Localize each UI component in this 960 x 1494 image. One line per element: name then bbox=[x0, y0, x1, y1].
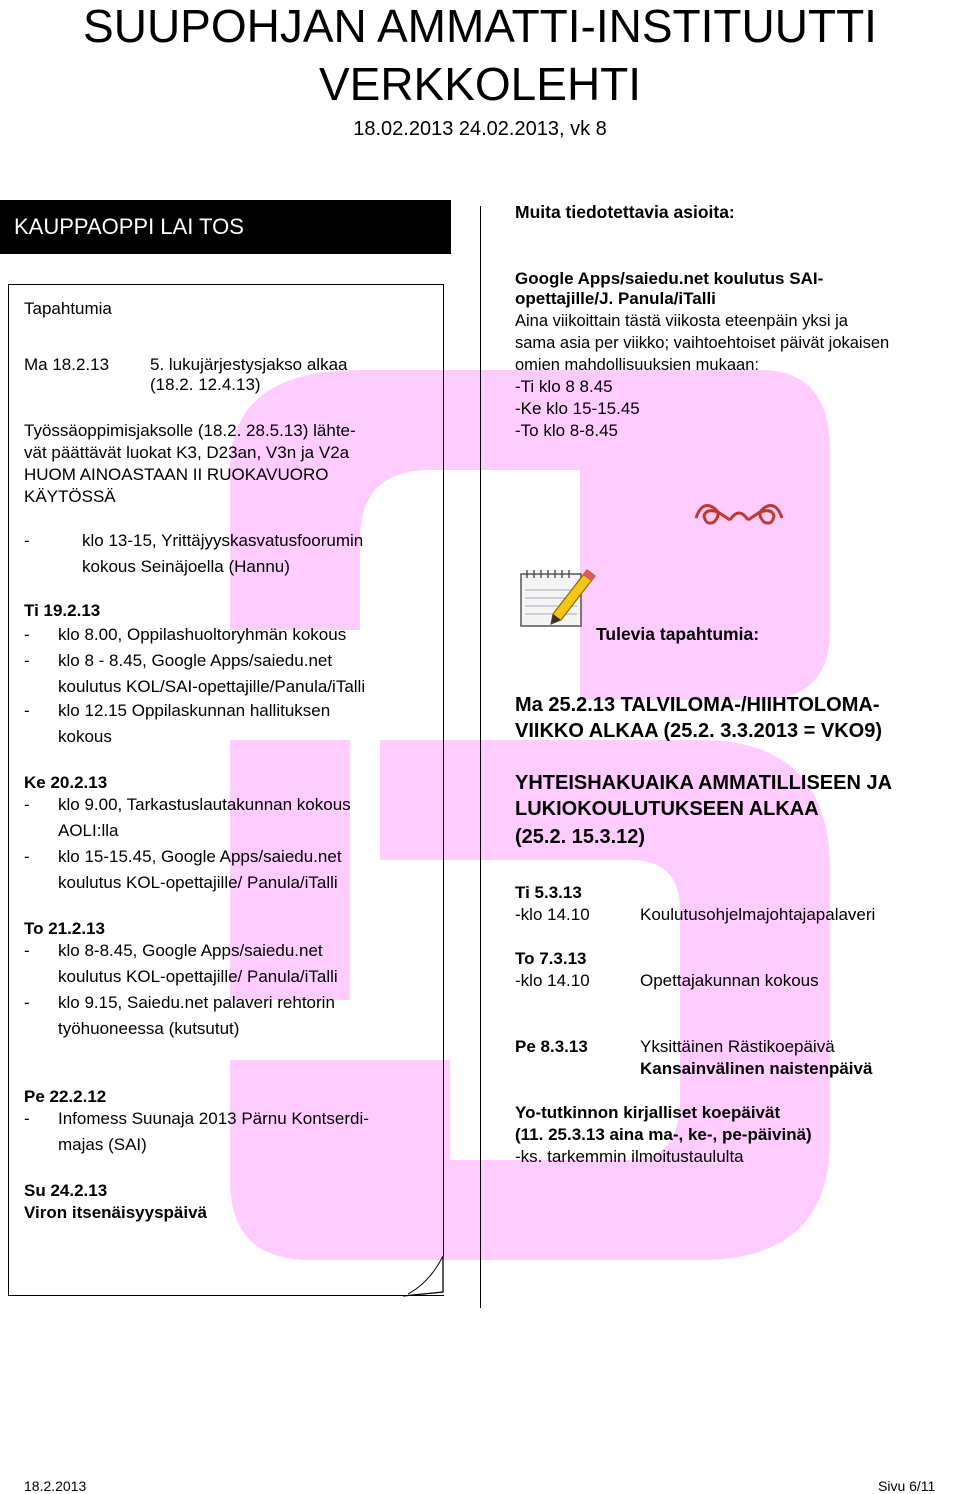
footer-date: 18.2.2013 bbox=[24, 1478, 87, 1494]
talviloma-line2: VIIKKO ALKAA (25.2. 3.3.2013 = VKO9) bbox=[515, 720, 882, 742]
to-date-label: To 21.2.13 bbox=[24, 919, 105, 938]
ti-5-3-label: Ti 5.3.13 bbox=[515, 883, 582, 902]
aina-line1: Aina viikoittain tästä viikosta eteenpäin yksi ja bbox=[515, 312, 848, 330]
muita-heading: Muita tiedotettavia asioita: bbox=[515, 202, 735, 222]
tyossaoppiminen-line1: Työssäoppimisjaksolle (18.2. 28.5.13) lähte- bbox=[24, 421, 356, 440]
pe-8-3-event2: Kansainvälinen naistenpäivä bbox=[640, 1059, 873, 1078]
ti-item2-line1: klo 8 - 8.45, Google Apps/saiedu.net bbox=[58, 651, 333, 670]
to-item1-line2: koulutus KOL-opettajille/ Panula/iTalli bbox=[58, 967, 338, 986]
section-title-band: KAUPPAOPPI LAI TOS bbox=[0, 200, 451, 254]
ti-item3-line2: kokous bbox=[58, 727, 112, 746]
slot-to: -To klo 8-8.45 bbox=[515, 421, 618, 440]
list-item bbox=[24, 792, 444, 818]
pe-item1-line2: majas (SAI) bbox=[58, 1135, 147, 1154]
bullet-dash: - bbox=[24, 847, 30, 866]
su-item: Viron itsenäisyyspäivä bbox=[24, 1203, 208, 1222]
yo-line2: (11. 25.3.13 aina ma-, ke-, pe-päivinä) bbox=[515, 1125, 812, 1144]
bullet-dash: - bbox=[24, 993, 30, 1012]
newsletter-title-line2: VERKKOLEHTI bbox=[318, 58, 642, 110]
bullet-dash: - bbox=[24, 531, 30, 550]
ke-item1-line2: AOLI:lla bbox=[58, 821, 119, 840]
tapahtumia-heading: Tapahtumia bbox=[24, 299, 112, 318]
to-item2-line1: klo 9.15, Saiedu.net palaveri rehtorin bbox=[58, 993, 335, 1012]
footer-page-number: Sivu 6/11 bbox=[878, 1478, 936, 1494]
ti-5-3-event: Koulutusohjelmajohtajapalaveri bbox=[640, 905, 876, 924]
yo-line3: -ks. tarkemmin ilmoitustaululta bbox=[515, 1147, 744, 1166]
aina-line3: omien mahdollisuuksien mukaan: bbox=[515, 356, 759, 374]
date-range: 18.02.2013 24.02.2013, vk 8 bbox=[353, 118, 607, 140]
aina-line2: sama asia per viikko; vaihtoehtoiset päivät jokaisen bbox=[515, 334, 890, 352]
list-item bbox=[24, 648, 444, 674]
huom-line2: KÄYTÖSSÄ bbox=[24, 487, 116, 506]
list-item bbox=[24, 1106, 444, 1132]
column-divider bbox=[480, 206, 481, 1308]
ti-5-3-time: -klo 14.10 bbox=[515, 905, 590, 924]
pe-8-3-event1: Yksittäinen Rästikoepäivä bbox=[640, 1037, 835, 1056]
page-curl-icon bbox=[400, 1252, 450, 1300]
ti-item2-line2: koulutus KOL/SAI-opettajille/Panula/iTalli bbox=[58, 677, 366, 696]
to-item1-line1: klo 8-8.45, Google Apps/saiedu.net bbox=[58, 941, 323, 960]
pe-8-3-label: Pe 8.3.13 bbox=[515, 1037, 588, 1056]
klo1315-line2: kokous Seinäjoella (Hannu) bbox=[82, 557, 290, 576]
bullet-dash: - bbox=[24, 1109, 30, 1128]
ornament-icon bbox=[692, 498, 786, 528]
bullet-dash: - bbox=[24, 651, 30, 670]
su-date-label: Su 24.2.13 bbox=[24, 1181, 108, 1200]
klo1315-line1: klo 13-15, Yrittäjyyskasvatusfoorumin bbox=[82, 531, 364, 550]
bullet-dash: - bbox=[24, 701, 30, 720]
yhteishaku-line3: (25.2. 15.3.12) bbox=[515, 826, 646, 848]
ke-item1-line1: klo 9.00, Tarkastuslautakunnan kokous bbox=[58, 795, 351, 814]
talviloma-line1: Ma 25.2.13 TALVILOMA-/HIIHTOLOMA- bbox=[515, 694, 880, 716]
yhteishaku-line2: LUKIOKOULUTUKSEEN ALKAA bbox=[515, 798, 819, 820]
pe-item1-line1: Infomess Suunaja 2013 Pärnu Kontserdi- bbox=[58, 1109, 369, 1128]
google-line1: Google Apps/saiedu.net koulutus SAI- bbox=[515, 269, 824, 288]
ti-date-label: Ti 19.2.13 bbox=[24, 601, 101, 620]
yo-line1: Yo-tutkinnon kirjalliset koepäivät bbox=[515, 1103, 781, 1122]
ke-date-label: Ke 20.2.13 bbox=[24, 773, 108, 792]
tyossaoppiminen-line2: vät päättävät luokat K3, D23an, V3n ja V2a bbox=[24, 443, 350, 462]
ke-item2-line1: klo 15-15.45, Google Apps/saiedu.net bbox=[58, 847, 342, 866]
list-item bbox=[24, 844, 444, 870]
ke-item2-line2: koulutus KOL-opettajille/ Panula/iTalli bbox=[58, 873, 338, 892]
to-7-3-label: To 7.3.13 bbox=[515, 949, 587, 968]
slot-ti: -Ti klo 8 8.45 bbox=[515, 377, 613, 396]
list-item bbox=[24, 698, 444, 724]
list-item bbox=[24, 938, 444, 964]
ti-item3-line1: klo 12.15 Oppilaskunnan hallituksen bbox=[58, 701, 331, 720]
bullet-dash: - bbox=[24, 795, 30, 814]
huom-line1: HUOM AINOASTAAN II RUOKAVUORO bbox=[24, 465, 329, 484]
to-7-3-event: Opettajakunnan kokous bbox=[640, 971, 819, 990]
ma-event-line1: 5. lukujärjestysjakso alkaa bbox=[150, 355, 348, 374]
ma-date-label: Ma 18.2.13 bbox=[24, 355, 110, 374]
to-7-3-time: -klo 14.10 bbox=[515, 971, 590, 990]
yhteishaku-line1: YHTEISHAKUAIKA AMMATILLISEEN JA bbox=[515, 772, 893, 794]
notepad-pencil-icon bbox=[515, 564, 599, 632]
slot-ke: -Ke klo 15-15.45 bbox=[515, 399, 640, 418]
bullet-dash: - bbox=[24, 625, 30, 644]
tulevia-heading: Tulevia tapahtumia: bbox=[596, 624, 760, 644]
list-item bbox=[24, 990, 444, 1016]
pe-date-label: Pe 22.2.12 bbox=[24, 1087, 107, 1106]
ma-event-line2: (18.2. 12.4.13) bbox=[150, 375, 261, 394]
ti-item1: klo 8.00, Oppilashuoltoryhmän kokous bbox=[58, 625, 347, 644]
to-item2-line2: työhuoneessa (kutsutut) bbox=[58, 1019, 240, 1038]
google-line2: opettajille/J. Panula/iTalli bbox=[515, 289, 716, 308]
newsletter-title-line1: SUUPOHJAN AMMATTI-INSTITUUTTI bbox=[83, 0, 877, 52]
bullet-dash: - bbox=[24, 941, 30, 960]
list-item bbox=[24, 622, 444, 648]
